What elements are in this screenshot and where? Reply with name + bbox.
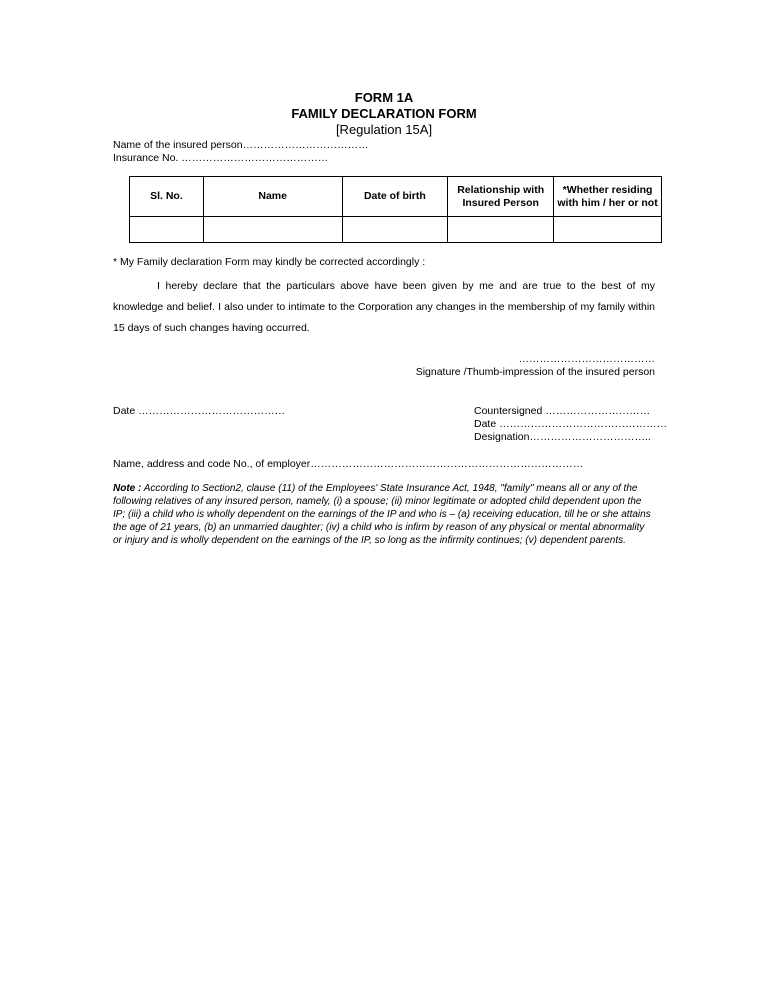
form-number: FORM 1A [354, 90, 414, 105]
date-field: Date …………………………………… [113, 405, 286, 417]
form-title: FAMILY DECLARATION FORM [291, 106, 477, 121]
column-header-date-of-birth: Date of birth [342, 177, 448, 217]
insurance-number-field: Insurance No. …………………………………… [113, 152, 329, 164]
designation-field: Designation…………………………….. [474, 431, 651, 443]
table-cell [203, 217, 342, 243]
table-cell [130, 217, 204, 243]
note-label: Note : [113, 483, 142, 494]
column-header-name: Name [203, 177, 342, 217]
declaration-text: I hereby declare that the particulars above have been given by me and are true to the best of my knowledge and belief. I also under to intimate to the Corporation any changes in the membership of my family within 15 days of such changes having occurred. [113, 280, 655, 334]
column-header-relationship: Relationship with Insured Person [448, 177, 554, 217]
note-text: According to Section2, clause (11) of the Employees' State Insurance Act, 1948, "family" means all or any of the following relatives of any insured person, namely, (i) a spouse; (ii) minor legitimate or adopted child dependent upon the IP; (iii) a child who is wholly dependent on the earnings of the IP and who is – (a) receiving education, till he or she attains the age of 21 years, (b) an unmarried daughter; (iv) a child who is infirm by reason of any physical or mental abnormality or injury and is wholly dependent on the earnings of the IP, so long as the infirmity continues; (v) dependent parents. [113, 483, 651, 546]
column-header-sl-no: Sl. No. [130, 177, 204, 217]
column-header-residing: *Whether residing with him / her or not [554, 177, 662, 217]
regulation-reference: [Regulation 15A] [335, 122, 433, 137]
signature-label: Signature /Thumb-impression of the insured person [415, 366, 655, 378]
countersigned-field: Countersigned ………………………… [474, 405, 651, 417]
table-cell [554, 217, 662, 243]
table-cell [342, 217, 448, 243]
signature-line: ………………………………… [518, 353, 655, 365]
family-members-table [129, 176, 662, 243]
countersign-date-field: Date ………………………………………… [474, 418, 668, 430]
table-cell [448, 217, 554, 243]
insured-person-name-field: Name of the insured person……………………………… [113, 139, 369, 151]
note-paragraph [113, 482, 655, 547]
table-row [130, 217, 662, 243]
table-header-row [130, 177, 662, 217]
declaration-paragraph [113, 276, 655, 339]
employer-field: Name, address and code No., of employer…………………………………………………………………… [113, 458, 584, 470]
table-footnote: * My Family declaration Form may kindly be corrected accordingly : [113, 256, 426, 268]
